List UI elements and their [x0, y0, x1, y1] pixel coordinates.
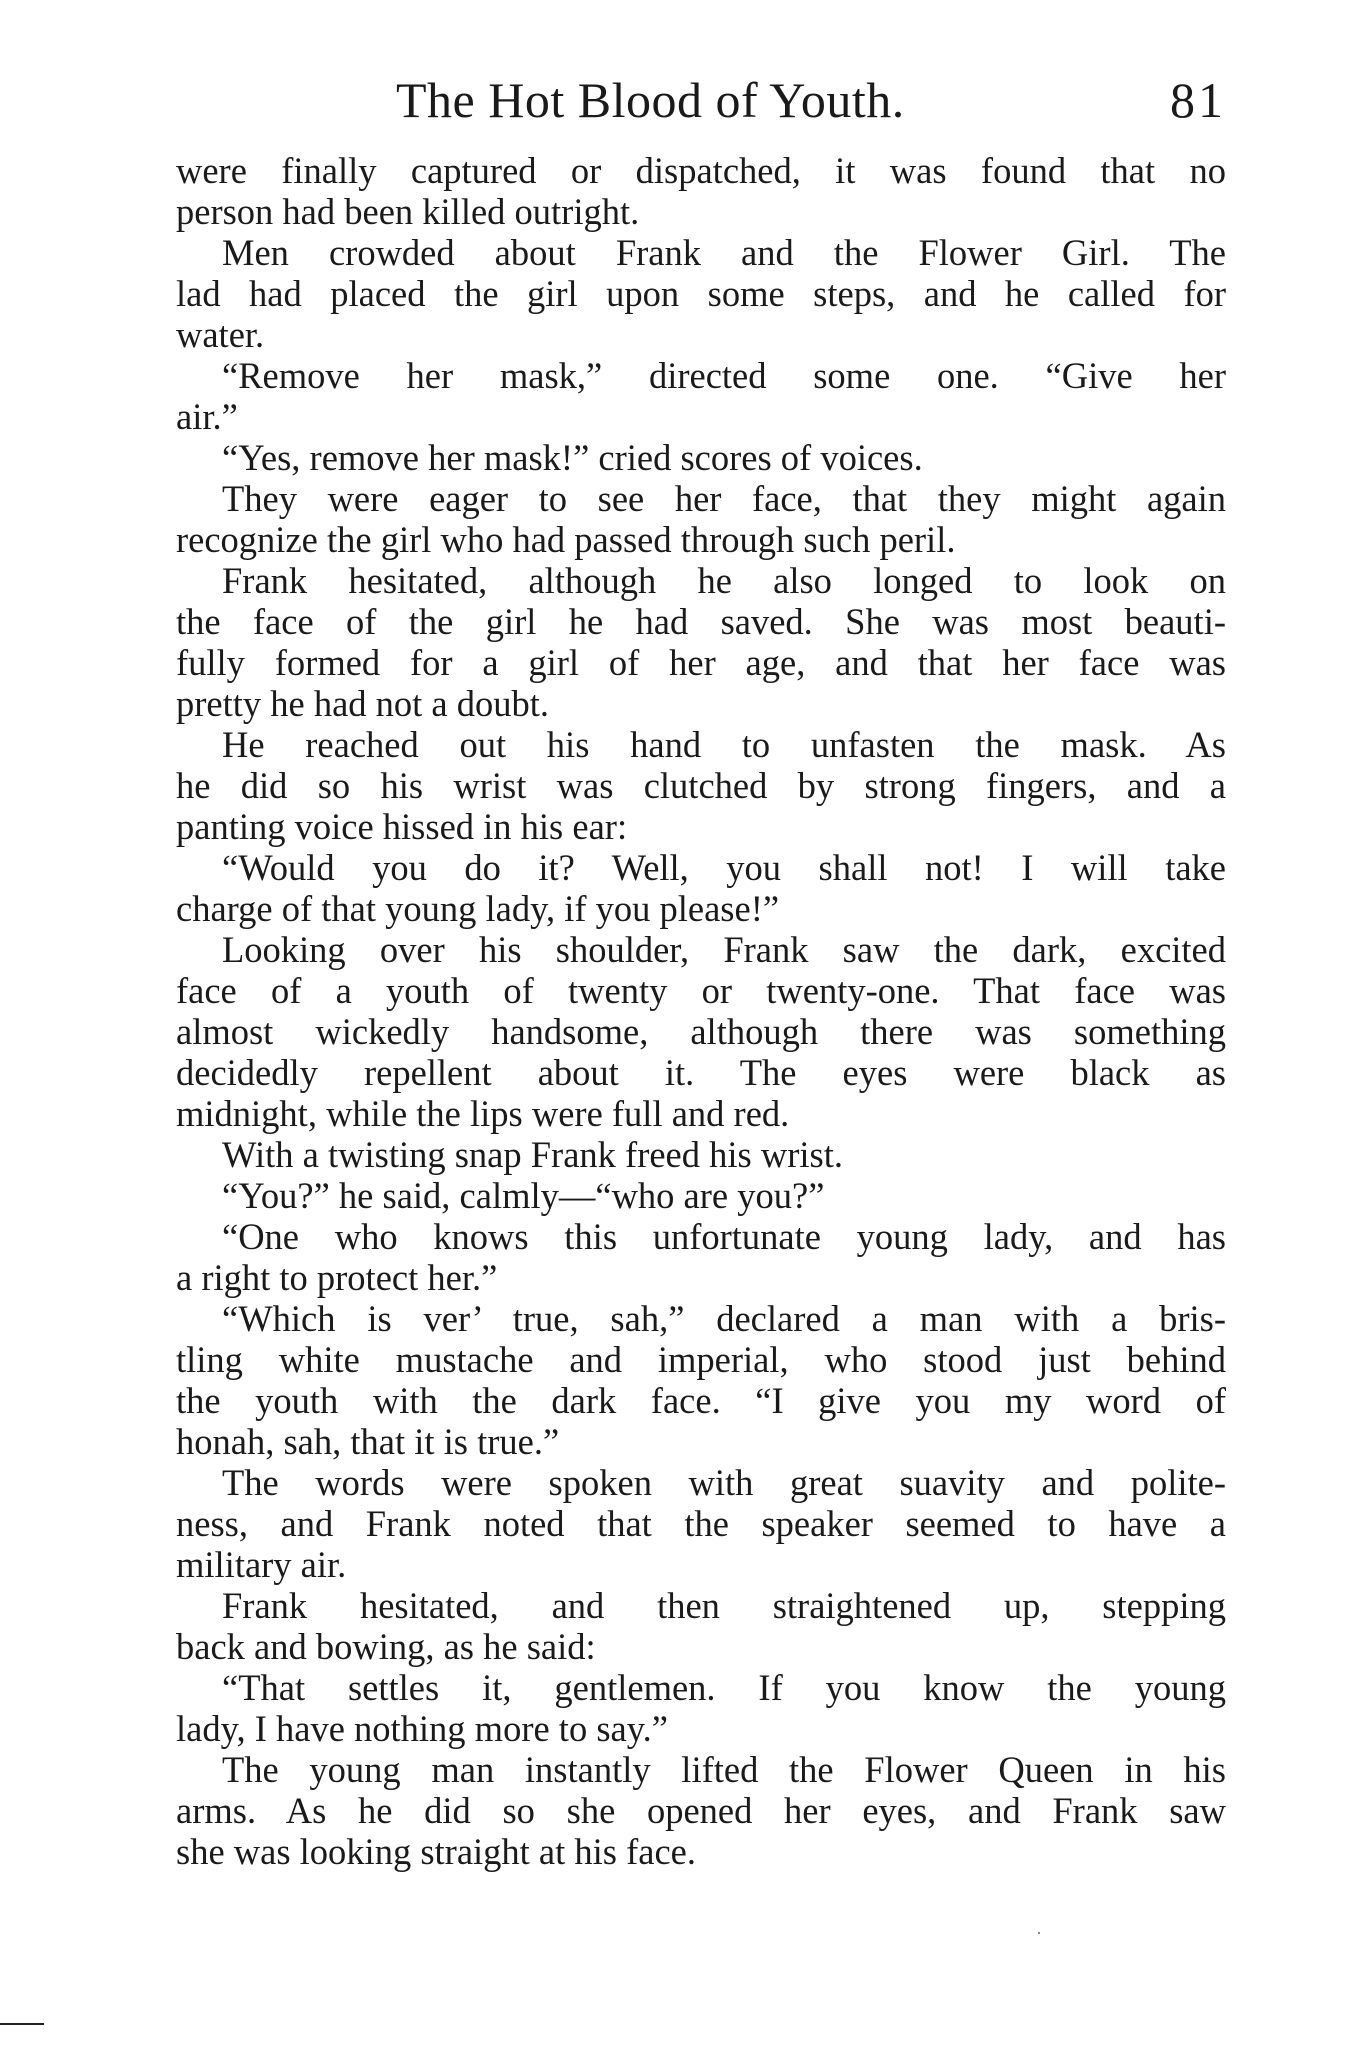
text-line: military air. — [176, 1544, 347, 1585]
text-line: back and bowing, as he said: — [176, 1626, 596, 1667]
page-header — [176, 70, 1226, 130]
text-line: The young man instantly lifted the Flower Queen in his — [222, 1749, 1226, 1790]
text-line: With a twisting snap Frank freed his wrist. — [222, 1134, 843, 1175]
text-line: “Remove her mask,” directed some one. “Give her — [222, 355, 1226, 396]
text-line: He reached out his hand to unfasten the mask. As — [222, 724, 1226, 765]
running-title: The Hot Blood of Youth. — [396, 72, 905, 128]
text-line: Frank hesitated, although he also longed to look on — [222, 560, 1226, 601]
text-line: Frank hesitated, and then straightened up, stepping — [222, 1585, 1226, 1626]
text-line: “That settles it, gentlemen. If you know the young — [222, 1667, 1226, 1708]
text-line: Men crowded about Frank and the Flower Girl. The — [222, 232, 1226, 273]
text-line: he did so his wrist was clutched by strong fingers, and a — [176, 765, 1226, 806]
text-line: face of a youth of twenty or twenty-one. That face was — [176, 970, 1226, 1011]
text-line: person had been killed outright. — [176, 191, 640, 232]
text-line: water. — [176, 314, 265, 355]
text-line: lad had placed the girl upon some steps, and he called for — [176, 273, 1226, 314]
text-line: They were eager to see her face, that they might again — [222, 478, 1226, 519]
scan-edge-mark — [0, 2023, 44, 2025]
text-line: were finally captured or dispatched, it was found that no — [176, 150, 1226, 191]
text-line: ness, and Frank noted that the speaker seemed to have a — [176, 1503, 1226, 1544]
paper-speck — [1038, 1932, 1040, 1934]
text-line: charge of that young lady, if you please!” — [176, 888, 780, 929]
text-line: decidedly repellent about it. The eyes were black as — [176, 1052, 1226, 1093]
text-line: recognize the girl who had passed through such peril. — [176, 519, 956, 560]
text-line: “Which is ver’ true, sah,” declared a man with a bris- — [222, 1298, 1226, 1339]
text-line: “Would you do it? Well, you shall not! I will take — [222, 847, 1226, 888]
text-line: almost wickedly handsome, although there was something — [176, 1011, 1226, 1052]
text-line: the face of the girl he had saved. She was most beauti- — [176, 601, 1226, 642]
text-line: The words were spoken with great suavity and polite- — [222, 1462, 1226, 1503]
text-line: a right to protect her.” — [176, 1257, 498, 1298]
text-line: “You?” he said, calmly—“who are you?” — [222, 1175, 825, 1216]
text-line: lady, I have nothing more to say.” — [176, 1708, 668, 1749]
text-line: the youth with the dark face. “I give you my word of — [176, 1380, 1226, 1421]
text-line: panting voice hissed in his ear: — [176, 806, 628, 847]
text-line: “Yes, remove her mask!” cried scores of voices. — [222, 437, 923, 478]
text-line: Looking over his shoulder, Frank saw the dark, excited — [222, 929, 1226, 970]
text-line: she was looking straight at his face. — [176, 1831, 697, 1872]
text-line: midnight, while the lips were full and red. — [176, 1093, 790, 1134]
text-line: air.” — [176, 396, 238, 437]
text-line: honah, sah, that it is true.” — [176, 1421, 560, 1462]
text-line: “One who knows this unfortunate young lady, and has — [222, 1216, 1226, 1257]
body-text — [176, 150, 1226, 1872]
text-line: fully formed for a girl of her age, and that her face was — [176, 642, 1226, 683]
text-line: pretty he had not a doubt. — [176, 683, 550, 724]
page-number: 81 — [1170, 72, 1226, 128]
text-line: arms. As he did so she opened her eyes, and Frank saw — [176, 1790, 1226, 1831]
text-line: tling white mustache and imperial, who stood just behind — [176, 1339, 1226, 1380]
